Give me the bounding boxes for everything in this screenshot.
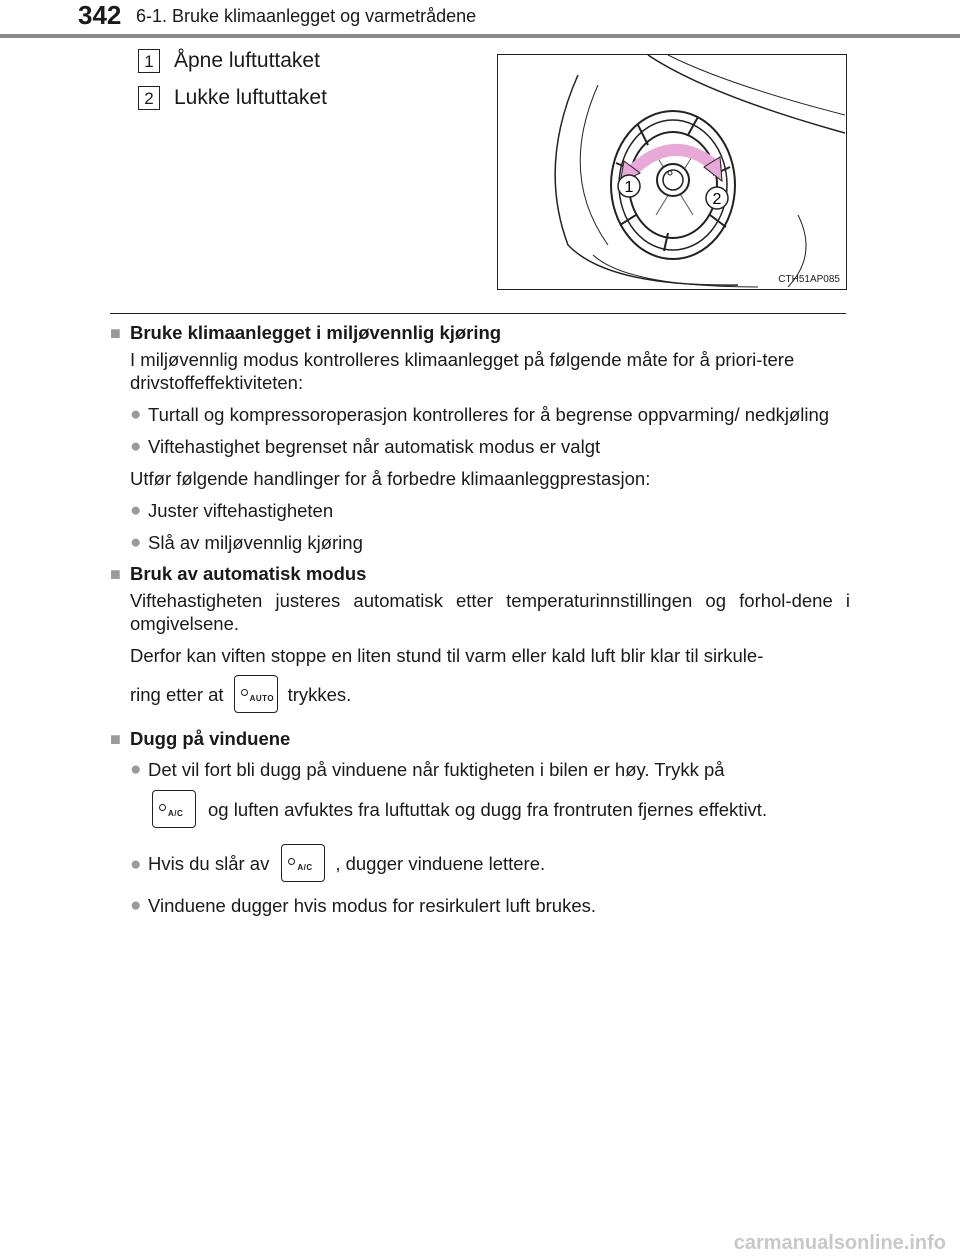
heading-text: Dugg på vinduene [130, 728, 291, 749]
list-item-text: Hvis du slår av [148, 852, 270, 874]
dot-bullet-icon: ● [130, 759, 142, 780]
indicator-light-icon [288, 858, 295, 865]
paragraph: Viftehastigheten justeres automatisk etter temperaturinnstillingen og forhol-dene i omgivelsene. [130, 590, 850, 634]
list-item-text: Viftehastighet begrenset når automatisk modus er valgt [148, 436, 601, 457]
callout-2 [138, 86, 327, 110]
heading-eco [110, 321, 850, 345]
dot-bullet-icon: ● [130, 404, 142, 425]
list-item-text: Turtall og kompressoroperasjon kontrolleres for å begrense oppvarming/ nedkjøling [148, 404, 830, 425]
heading-text: Bruk av automatisk modus [130, 563, 367, 584]
marker-1: 1 [624, 179, 634, 196]
indicator-light-icon [159, 804, 166, 811]
paragraph: Utfør følgende handlinger for å forbedre klimaanleggprestasjon: [130, 468, 651, 489]
callout-number: 2 [138, 86, 160, 110]
illustration-code: CTH51AP085 [778, 274, 840, 285]
callout-label: Lukke luftuttaket [174, 86, 327, 109]
main-content [110, 320, 850, 917]
list-item-text: Det vil fort bli dugg på vinduene når fuktigheten i bilen er høy. Trykk på [148, 759, 725, 780]
watermark: carmanualsonline.info [733, 1232, 946, 1254]
square-bullet-icon: ■ [110, 729, 121, 749]
list-item [110, 499, 850, 522]
callout-number: 1 [138, 49, 160, 73]
list-item-continuation [110, 790, 850, 828]
paragraph: I miljøvennlig modus kontrolleres klimaanlegget på følgende måte for å priori-tere drivstoffeffektiviteten: [130, 349, 795, 393]
heading-fog [110, 727, 850, 751]
dot-bullet-icon: ● [130, 895, 142, 916]
list-item-text: Juster viftehastigheten [148, 500, 334, 521]
callout-label: Åpne luftuttaket [174, 49, 320, 72]
paragraph-text: ring etter at [130, 683, 224, 705]
square-bullet-icon: ■ [110, 323, 121, 343]
list-item [110, 758, 850, 781]
section-divider [110, 313, 846, 314]
list-item-text: Vinduene dugger hvis modus for resirkulert luft brukes. [148, 895, 597, 916]
list-item [110, 403, 850, 426]
paragraph: Derfor kan viften stoppe en liten stund til varm eller kald luft blir klar til sirkule- [130, 645, 764, 666]
marker-2: 2 [712, 191, 722, 208]
dot-bullet-icon: ● [130, 436, 142, 457]
list-item [110, 844, 850, 882]
ac-button-icon [152, 790, 196, 828]
square-bullet-icon: ■ [110, 564, 121, 584]
button-label: A/C [168, 809, 184, 818]
page-number: 342 [78, 0, 122, 30]
callout-1 [138, 49, 320, 73]
section-title: 6-1. Bruke klimaanlegget og varmetrådene [136, 6, 477, 26]
list-item [110, 435, 850, 458]
indicator-light-icon [241, 689, 248, 696]
list-item-text: Slå av miljøvennlig kjøring [148, 532, 363, 553]
heading-text: Bruke klimaanlegget i miljøvennlig kjøring [130, 322, 502, 343]
button-label: AUTO [249, 694, 275, 703]
air-vent-illustration [497, 54, 847, 290]
dot-bullet-icon: ● [130, 532, 142, 553]
dot-bullet-icon: ● [130, 854, 142, 875]
list-item-text: , dugger vinduene lettere. [335, 852, 546, 874]
list-item-text: og luften avfuktes fra luftuttak og dugg fra frontruten fjernes effektivt. [208, 798, 768, 820]
ac-button-icon [281, 844, 325, 882]
heading-auto [110, 562, 850, 586]
paragraph-with-button [110, 675, 850, 713]
air-vent-drawing [498, 55, 845, 288]
paragraph-text: trykkes. [287, 683, 352, 705]
list-item [110, 894, 850, 917]
auto-button-icon [234, 675, 278, 713]
list-item [110, 531, 850, 554]
header-rule [0, 34, 960, 38]
dot-bullet-icon: ● [130, 500, 142, 521]
button-label: A/C [297, 863, 313, 872]
